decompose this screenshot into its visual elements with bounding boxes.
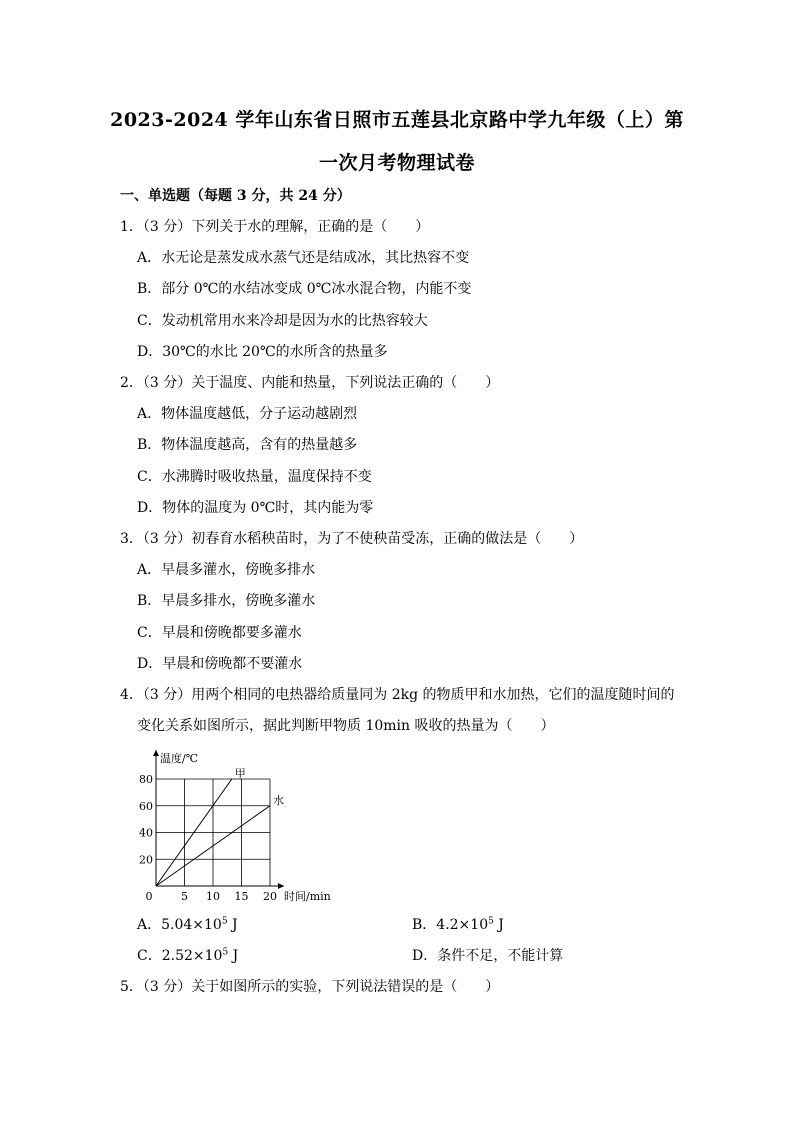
option-b-exponent: 5: [488, 916, 494, 927]
option-b-unit: J: [493, 917, 504, 933]
exam-title-line-2: 一次月考物理试卷: [318, 152, 475, 174]
question-4: 4．（3 分）用两个相同的电热器给质量同为 2kg 的物质甲和水加热，它们的温度随时间的: [120, 687, 675, 703]
option-b-value: B．4.2×10: [412, 917, 489, 933]
question-1-option-c: C．发动机常用水来冷却是因为水的比热容较大: [137, 313, 428, 329]
section-heading: 一、单选题（每题 3 分，共 24 分）: [120, 188, 351, 204]
question-4-option-b: [412, 915, 504, 935]
x-axis-arrow: [278, 883, 284, 889]
question-4-continuation: 变化关系如图所示，据此判断甲物质 10min 吸收的热量为（ ）: [137, 718, 555, 734]
question-2-option-d: D．物体的温度为 0℃时，其内能为零: [137, 500, 374, 516]
option-c-unit: J: [228, 948, 239, 964]
y-tick-label: 20: [139, 853, 153, 867]
question-3-option-a: A．早晨多灌水，傍晚多排水: [137, 562, 316, 578]
x-tick-label: 15: [234, 890, 249, 903]
question-4-option-a: [137, 915, 238, 935]
y-axis-arrow: [153, 750, 159, 756]
x-axis-label: 时间/min: [284, 890, 331, 903]
x-tick-label: 10: [206, 890, 220, 903]
option-c-exponent: 5: [222, 947, 229, 958]
question-3-option-c: C．早晨和傍晚都要多灌水: [137, 625, 302, 641]
question-1: 1．（3 分）下列关于水的理解，正确的是（ ）: [120, 219, 430, 235]
exam-title-line-1: 2023-2024 学年山东省日照市五莲县北京路中学九年级（上）第: [110, 109, 684, 131]
question-2-option-b: B．物体温度越高，含有的热量越多: [137, 437, 358, 453]
y-tick-label: 60: [139, 799, 153, 813]
question-2-option-a: A．物体温度越低，分子运动越剧烈: [137, 406, 358, 422]
x-tick-label: 0: [145, 890, 153, 903]
option-a-value: A．5.04×10: [137, 917, 222, 933]
question-4-option-d: [412, 946, 563, 966]
temperature-time-chart: [136, 746, 346, 906]
question-3-option-b: B．早晨多排水，傍晚多灌水: [137, 593, 316, 609]
question-2: 2．（3 分）关于温度、内能和热量，下列说法正确的（ ）: [120, 375, 500, 391]
y-tick-label: 80: [139, 773, 153, 786]
x-tick-label: 5: [181, 890, 188, 903]
question-3-option-d: D．早晨和傍晚都不要灌水: [137, 656, 303, 672]
question-5: 5．（3 分）关于如图所示的实验，下列说法错误的是（ ）: [120, 979, 500, 995]
series-label: 甲: [234, 767, 246, 780]
option-c-value: C．2.52×10: [137, 948, 223, 964]
question-1-option-b: B．部分 0℃的水结冰变成 0℃冰水混合物，内能不变: [137, 281, 472, 297]
question-1-option-a: A．水无论是蒸发成水蒸气还是结成冰，其比热容不变: [137, 250, 470, 266]
x-tick-label: 20: [263, 890, 277, 903]
question-4-option-c: [137, 946, 238, 966]
option-a-unit: J: [227, 917, 238, 933]
question-1-option-d: D．30℃的水比 20℃的水所含的热量多: [137, 344, 388, 360]
question-3: 3．（3 分）初春育水稻秧苗时，为了不使秧苗受冻，正确的做法是（ ）: [120, 531, 584, 547]
series-label: 水: [273, 793, 284, 807]
option-d-value: D．条件不足，不能计算: [412, 948, 564, 964]
option-a-exponent: 5: [221, 916, 228, 927]
question-2-option-c: C．水沸腾时吸收热量，温度保持不变: [137, 469, 372, 485]
y-tick-label: 40: [139, 826, 153, 840]
y-axis-label: 温度/℃: [160, 752, 199, 765]
